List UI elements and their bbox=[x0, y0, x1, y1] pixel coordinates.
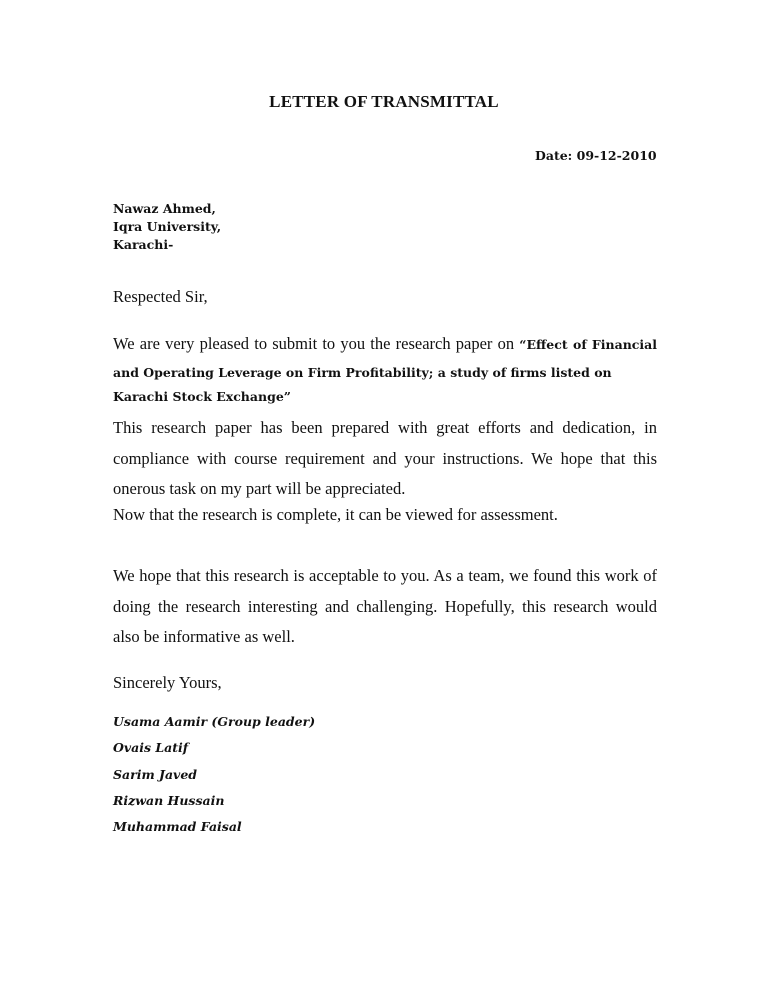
letter-date: Date: 09-12-2010 bbox=[535, 148, 657, 163]
paragraph-submission bbox=[113, 330, 657, 407]
signatory-group-leader: Usama Aamir (Group leader) bbox=[113, 714, 316, 729]
address-line-institution: Iqra University, bbox=[113, 219, 222, 234]
research-title-part1: “Effect of bbox=[519, 337, 587, 352]
address-line-city: Karachi- bbox=[113, 237, 174, 252]
closing: Sincerely Yours, bbox=[113, 673, 222, 692]
letter-title: LETTER OF TRANSMITTAL bbox=[269, 92, 499, 111]
salutation: Respected Sir, bbox=[113, 287, 208, 306]
paragraph-submission-intro: We are very pleased to submit to you the research paper on bbox=[113, 334, 515, 353]
address-line-name: Nawaz Ahmed, bbox=[113, 201, 216, 216]
research-title-part2: Financial and Operating Leverage on Firm Profitability; a study of firms listed on bbox=[113, 337, 658, 380]
signatory: Ovais Latif bbox=[113, 740, 189, 756]
signatory-list bbox=[113, 709, 315, 840]
signatory: Sarim Javed bbox=[113, 766, 198, 782]
research-title-part3: Karachi Stock Exchange” bbox=[113, 389, 291, 404]
signatory: Muhammad Faisal bbox=[113, 819, 242, 835]
signatory: Rizwan Hussain bbox=[113, 792, 225, 808]
paragraph-assessment: Now that the research is complete, it can be viewed for assessment. bbox=[113, 505, 558, 524]
paragraph-preparation: This research paper has been prepared with great efforts and dedication, in compliance with course requirement and your instructions. We hope that this onerous task on my part will be appreciated. bbox=[113, 418, 657, 498]
paragraph-acceptance: We hope that this research is acceptable to you. As a team, we found this work of doing the research interesting and challenging. Hopefully, this research would also be informative as well. bbox=[113, 566, 657, 646]
recipient-address bbox=[113, 200, 221, 254]
